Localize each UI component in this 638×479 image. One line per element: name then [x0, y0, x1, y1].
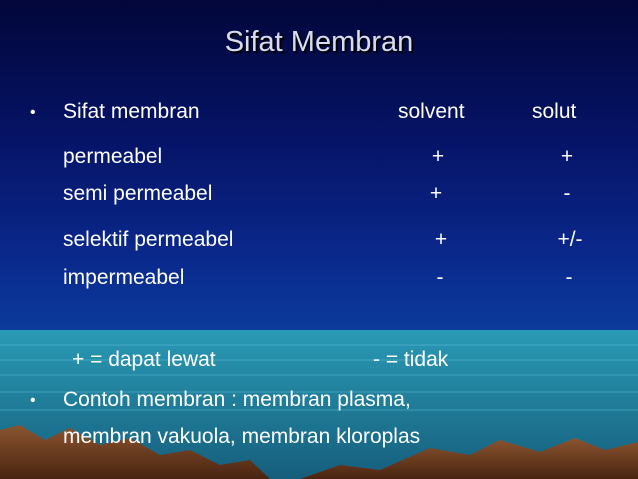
row-solvent: -: [436, 266, 444, 289]
row-label: semi permeabel: [63, 182, 213, 205]
table-header-solut: solut: [532, 100, 577, 123]
bullet-icon: •: [30, 104, 36, 121]
row-solvent: +: [429, 182, 443, 205]
example-line-1: Contoh membran : membran plasma,: [63, 388, 411, 411]
bullet-icon: •: [30, 392, 36, 409]
row-label: selektif permeabel: [63, 228, 234, 251]
row-label: permeabel: [63, 145, 163, 168]
slide-title: Sifat Membran: [224, 26, 414, 58]
table-header-label: Sifat membran: [63, 100, 200, 123]
row-solut: -: [565, 266, 573, 289]
row-solut: +: [560, 145, 574, 168]
legend-minus: - = tidak: [373, 348, 449, 371]
legend-plus: + = dapat lewat: [72, 348, 216, 371]
row-solvent: +: [431, 145, 445, 168]
row-label: impermeabel: [63, 266, 185, 289]
example-line-2: membran vakuola, membran kloroplas: [63, 425, 421, 448]
row-solvent: +: [434, 228, 448, 251]
row-solut: +/-: [557, 228, 583, 251]
row-solut: -: [563, 182, 571, 205]
table-header-solvent: solvent: [398, 100, 465, 123]
